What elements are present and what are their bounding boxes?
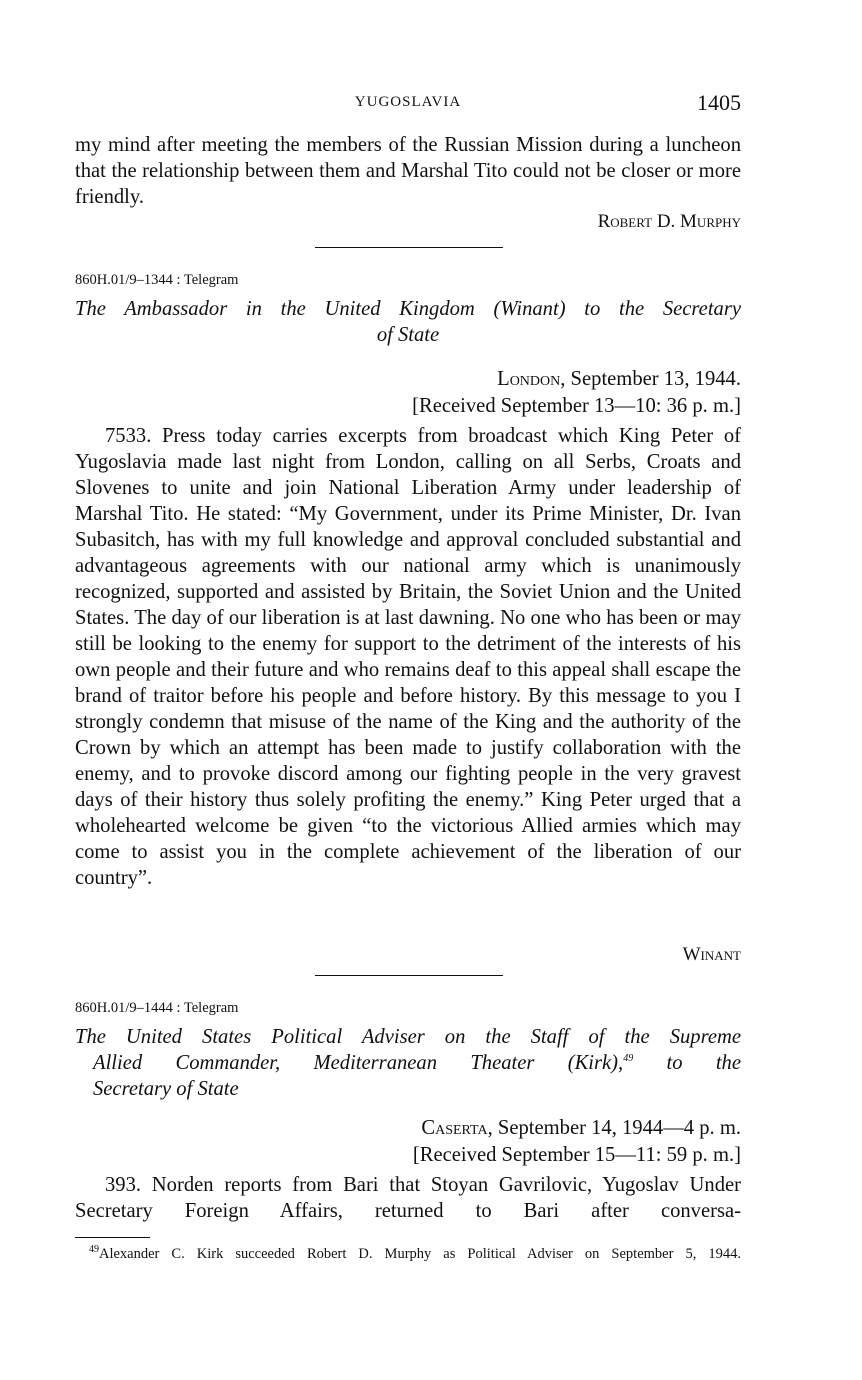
document-title-line: of State bbox=[376, 324, 440, 346]
section-divider bbox=[315, 247, 503, 248]
running-head bbox=[75, 90, 741, 114]
document-title bbox=[75, 296, 741, 348]
document-title-segment: to the bbox=[633, 1052, 741, 1074]
dateline bbox=[497, 366, 741, 392]
footnote-reference: 49 bbox=[623, 1053, 634, 1065]
dateline-date: , September 14, 1944—4 p. m. bbox=[487, 1117, 741, 1139]
running-title: YUGOSLAVIA bbox=[354, 94, 462, 110]
dateline-place: Caserta bbox=[421, 1117, 488, 1139]
continuation-text: my mind after meeting the members of the Russian Mission during a luncheon that the relationship between them and Marshal Tito could not be closer or more friendly. bbox=[75, 134, 741, 208]
document-title-segment: Allied Commander, Mediterranean Theater (Kirk), bbox=[93, 1052, 624, 1074]
telegram-body bbox=[75, 423, 741, 891]
telegram-text: 7533. Press today carries excerpts from broadcast which King Peter of Yugoslavia made last night from London, calling on all Serbs, Croats and Slovenes to unite and join National Liberation Army under leadership of Marshal Tito. He stated: “My Government, under its Prime Minister, Dr. Ivan Subasitch, has with my full knowledge and approval concluded substantial and advantageous agreements with our national army which is unanimously recognized, supported and assisted by Britain, the Soviet Union and the United States. The day of our liberation is at last dawning. No one who has been or may still be looking to the enemy for support to the detriment of the interests of his own people and their future and who remains deaf to this appeal shall escape the brand of traitor before his people and before history. By this message to you I strongly condemn that misuse of the name of the King and the authority of the Crown by which an attempt has been made to justify collaboration with the enemy, and to provoke discord among our fighting people in the very gravest days of their history thus solely profiting the enemy.” King Peter urged that a wholehearted welcome be given “to the victorious Allied armies which may come to assist you in the complete achievement of the liberation of our country”. bbox=[75, 425, 741, 889]
document-title-line bbox=[75, 1050, 741, 1076]
footnote-line bbox=[75, 1245, 741, 1264]
telegram-body bbox=[75, 1172, 741, 1224]
document-title bbox=[75, 1024, 741, 1102]
document-title-line: Secretary of State bbox=[93, 1078, 239, 1100]
telegram-text: 393. Norden reports from Bari that Stoyan Gavrilovic, Yugoslav Under Secretary Foreign Affairs, returned to Bari after conversa- bbox=[75, 1174, 741, 1222]
document-title-line: The Ambassador in the United Kingdom (Winant) to the Secretary bbox=[75, 298, 741, 320]
signature-winant: Winant bbox=[682, 944, 741, 965]
file-reference: 860H.01/9–1344 : Telegram bbox=[75, 272, 239, 288]
file-reference: 860H.01/9–1444 : Telegram bbox=[75, 1000, 239, 1016]
dateline-date: , September 13, 1944. bbox=[560, 368, 741, 390]
signature-murphy: Robert D. Murphy bbox=[597, 211, 741, 232]
footnote bbox=[75, 1245, 741, 1264]
document-title-line: The United States Political Adviser on the Staff of the Supreme bbox=[75, 1026, 741, 1048]
footnote-rule bbox=[75, 1237, 150, 1238]
dateline-place: London bbox=[497, 368, 561, 390]
received-line: [Received September 13—10: 36 p. m.] bbox=[412, 395, 741, 417]
continuation-paragraph bbox=[75, 132, 741, 210]
footnote-text: Alexander C. Kirk succeeded Robert D. Murphy as Political Adviser on September 5, 1944. bbox=[99, 1246, 741, 1262]
dateline bbox=[421, 1115, 741, 1141]
section-divider bbox=[315, 975, 503, 976]
footnote-mark: 49 bbox=[89, 1244, 99, 1256]
page-number: 1405 bbox=[697, 90, 741, 115]
received-line: [Received September 15—11: 59 p. m.] bbox=[412, 1144, 741, 1166]
